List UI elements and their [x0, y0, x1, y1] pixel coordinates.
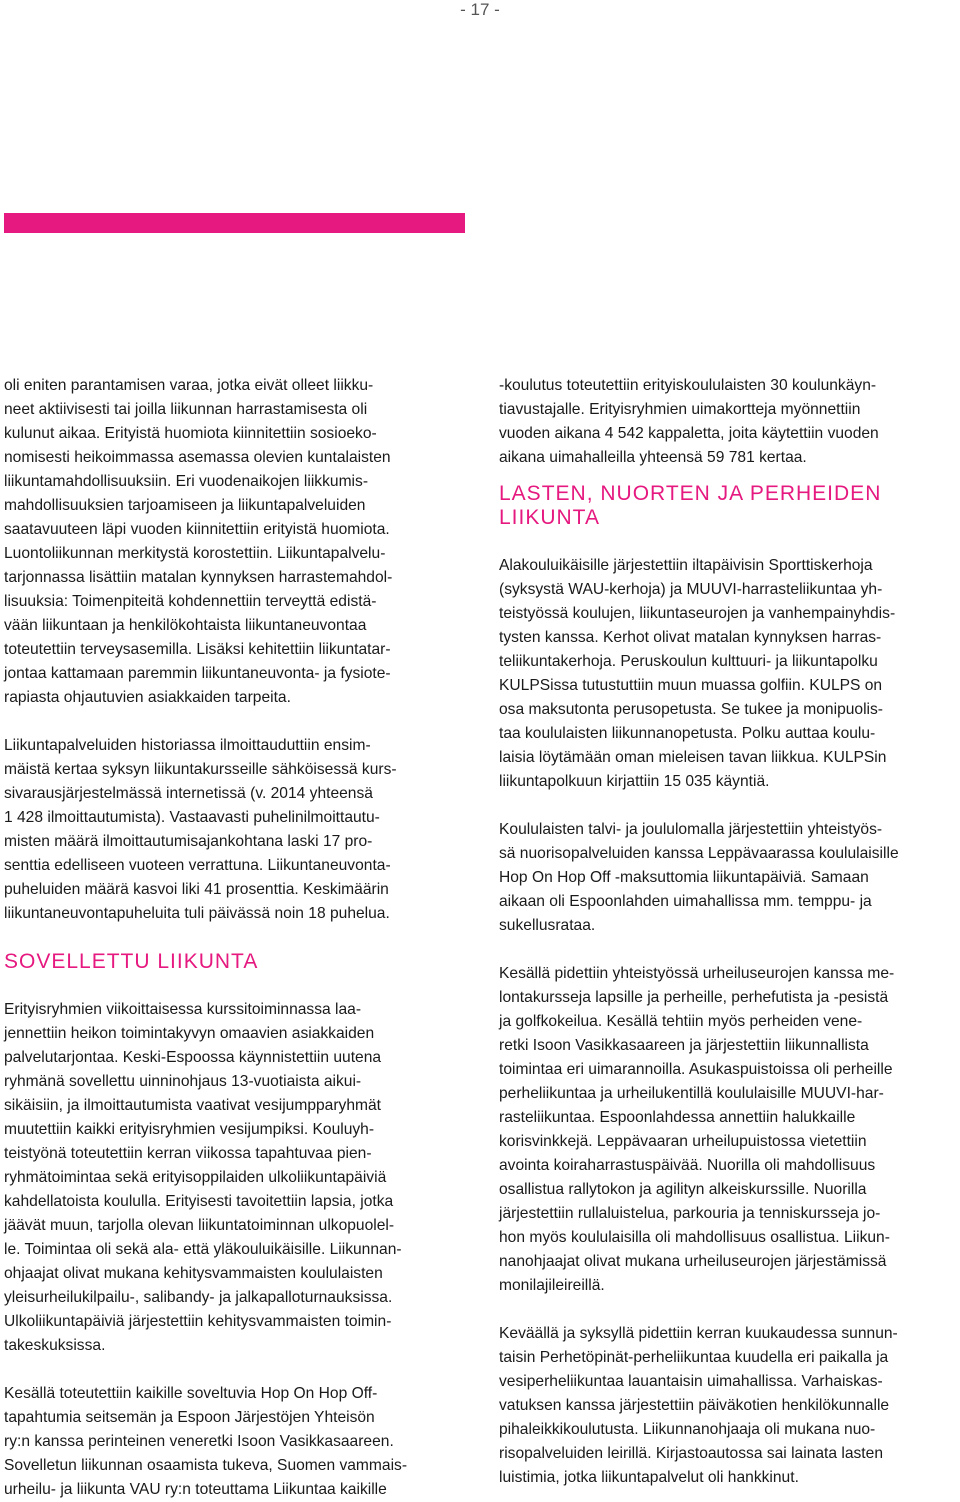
section-heading-lasten: LASTEN, NUORTEN JA PERHEIDEN LIIKUNTA — [499, 482, 882, 529]
paragraph: Kesällä pidettiin yhteistyössä urheiluseurojen kanssa me- lontakursseja lapsille ja perheille, perhefutista ja -pesistä ja golfkokeilua. Kesällä tehtiin myös perheiden vene- retki Isoon Vasikkasaareen ja järjestettiin liikunnallista toimintaa eri uimarannoilla. Asukaspuistoissa oli perheille perheliikuntaa ja urheilukentillä koululaisille MUUVI-har- rasteliikuntaa. Espoonlahdessa annettiin halukkaille korisvinkkejä. Leppävaaran urheilupuistossa vietettiin avointa koiraharrastuspäivää. Nuorilla oli mahdollisuus osallistua rallytokon ja agilityn alkeiskurssille. Nuorilla järjestettiin rullaluistelua, parkouria ja tenniskursseja jo- hon myös koululaisilla oli mahdollisuus osallistua. Liikun- nanohjaajat olivat mukana urheiluseurojen järjestämissä monilajileireillä. — [499, 965, 895, 1294]
paragraph: Erityisryhmien viikoittaisessa kurssitoiminnassa laa- jennettiin heikon toimintakyvyn omaavien asiakkaiden palvelutarjontaa. Keski-Espoossa käynnistettiin uutena ryhmänä sovellettu uinninohjaus 13-vuotiaista aikui- sikäisiin, ja ilmoittautumista vaativat vesijumpparyhmät muutettiin kaikki erityisryhmien vesijumpiksi. Kouluyh- teistyönä toteutettiin kerran viikossa tapahtuvaa pien- ryhmätoimintaa sekä erityisoppilaiden ulkoliikuntapäiviä kahdellatoista koululla. Erityisesti tavoitettiin lapsia, jotka jäävät muun, tarjolla olevan liikuntatoiminnan ulkopuolel- le. Toimintaa oli sekä ala- että yläkouluikäisille. Liikunnan- ohjaajat olivat mukana kehitysvammaisten koululaisten yleisurheilukilpailu-, salibandy- ja jalkapalloturnauksissa. Ulkoliikuntapäiviä järjestettiin kehitysvammaisten toimin- takeskuksissa. — [4, 1001, 402, 1354]
paragraph: Liikuntapalveluiden historiassa ilmoittauduttiin ensim- mäistä kertaa syksyn liikuntakursseille sähköisessä kurs- sivarausjärjestelmässä internetissä (v. 2014 yhteensä 1 428 ilmoittautumista). Vastaavasti puhelinilmoittautu- misten määrä ilmoittautumisajankohtana laski 17 pro- senttia edelliseen vuoteen verrattuna. Liikuntaneuvonta- puheluiden määrä kasvoi liki 41 prosenttia. Keskimäärin liikuntaneuvontapuheluita tuli päivässä noin 18 puhelua. — [4, 737, 397, 922]
paragraph: -koulutus toteutettiin erityiskoululaisten 30 koulunkäyn- tiavustajalle. Erityisryhmien uimakortteja myönnettiin vuoden aikana 4 542 kappaletta, joita käytettiin vuoden aikana uimahalleilla yhteensä 59 781 kertaa. — [499, 377, 879, 466]
section-heading-sovellettu: SOVELLETTU LIIKUNTA — [4, 950, 259, 973]
paragraph: Kesällä toteutettiin kaikille soveltuvia Hop On Hop Off- tapahtumia seitsemän ja Espoon Järjestöjen Yhteisön ry:n kanssa perinteinen veneretki Isoon Vasikkasaareen. Sovelletun liikunnan osaamista tukeva, Suomen vammais- urheilu- ja liikunta VAU ry:n toteuttama Liikuntaa kaikille — [4, 1385, 408, 1498]
paragraph: Koululaisten talvi- ja joululomalla järjestettiin yhteistyös- sä nuorisopalveluiden kanssa Leppävaarassa koululaisille Hop On Hop Off -maksuttomia liikuntapäiviä. Samaan aikaan oli Espoonlahden uimahallissa mm. temppu- ja sukellusrataa. — [499, 821, 899, 934]
paragraph: Keväällä ja syksyllä pidettiin kerran kuukaudessa sunnun- taisin Perhetöpinät-perheliikuntaa kuudella eri paikalla ja vesiperheliikuntaa lauantaisin uimahallissa. Varhaiskas- vatuksen kanssa järjestettiin päiväkotien henkilökunnalle pihaleikkikoulutusta. Liikunnanohjaaja oli mukana nuo- risopalveluiden leirillä. Kirjastoautossa sai lainata lasten luistimia, jotka liikuntapalvelut oli hankkinut. — [499, 1325, 898, 1486]
paragraph: Alakouluikäisille järjestettiin iltapäivisin Sporttiskerhoja (syksystä WAU-kerhoja) ja MUUVI-harrasteliikuntaa yh- teistyössä koulujen, liikuntaseurojen ja vanhempainyhdis- tysten kanssa. Kerhot olivat matalan kynnyksen harras- teliikuntakerhoja. Peruskoulun kulttuuri- ja liikuntapolku KULPSissa tutustuttiin muun muassa golfiin. KULPS on osa maksutonta perusopetusta. Se tukee ja monipuolis- taa koululaisten liikunnanopetusta. Polku auttaa koulu- laisia löytämään oman mieleisen tavan liikkua. KULPSin liikuntapolkuun kirjattiin 15 035 käyntiä. — [499, 557, 896, 790]
paragraph: oli eniten parantamisen varaa, jotka eivät olleet liikku- neet aktiivisesti tai joilla liikunnan harrastamisesta oli kulunut aikaa. Erityistä huomiota kiinnitettiin sosioeko- nomisesti heikoimmassa asemassa olevien kuntalaisten liikuntamahdollisuuksiin. Eri vuodenaikojen liikkumis- mahdollisuuksien tarjoamiseen ja liikuntapalveluiden saatavuuteen läpi vuoden kiinnitettiin erityistä huomiota. Luontoliikunnan merkitystä korostettiin. Liikuntapalvelu- tarjonnassa lisättiin matalan kynnyksen harrastemahdol- lisuuksia: Toimenpiteitä kohdennettiin terveyttä edistä- vään liikuntaan ja henkilökohtaista liikuntaneuvontaa toteutettiin terveysasemilla. Lisäksi kehitettiin liikuntatar- jontaa kattamaan paremmin liikuntaneuvonta- ja fysiote- rapiasta ohjautuvien asiakkaiden tarpeita. — [4, 377, 393, 706]
right-column — [499, 374, 957, 1490]
left-column — [4, 374, 464, 1502]
page-number: - 17 - — [460, 0, 500, 19]
accent-bar — [4, 213, 465, 233]
